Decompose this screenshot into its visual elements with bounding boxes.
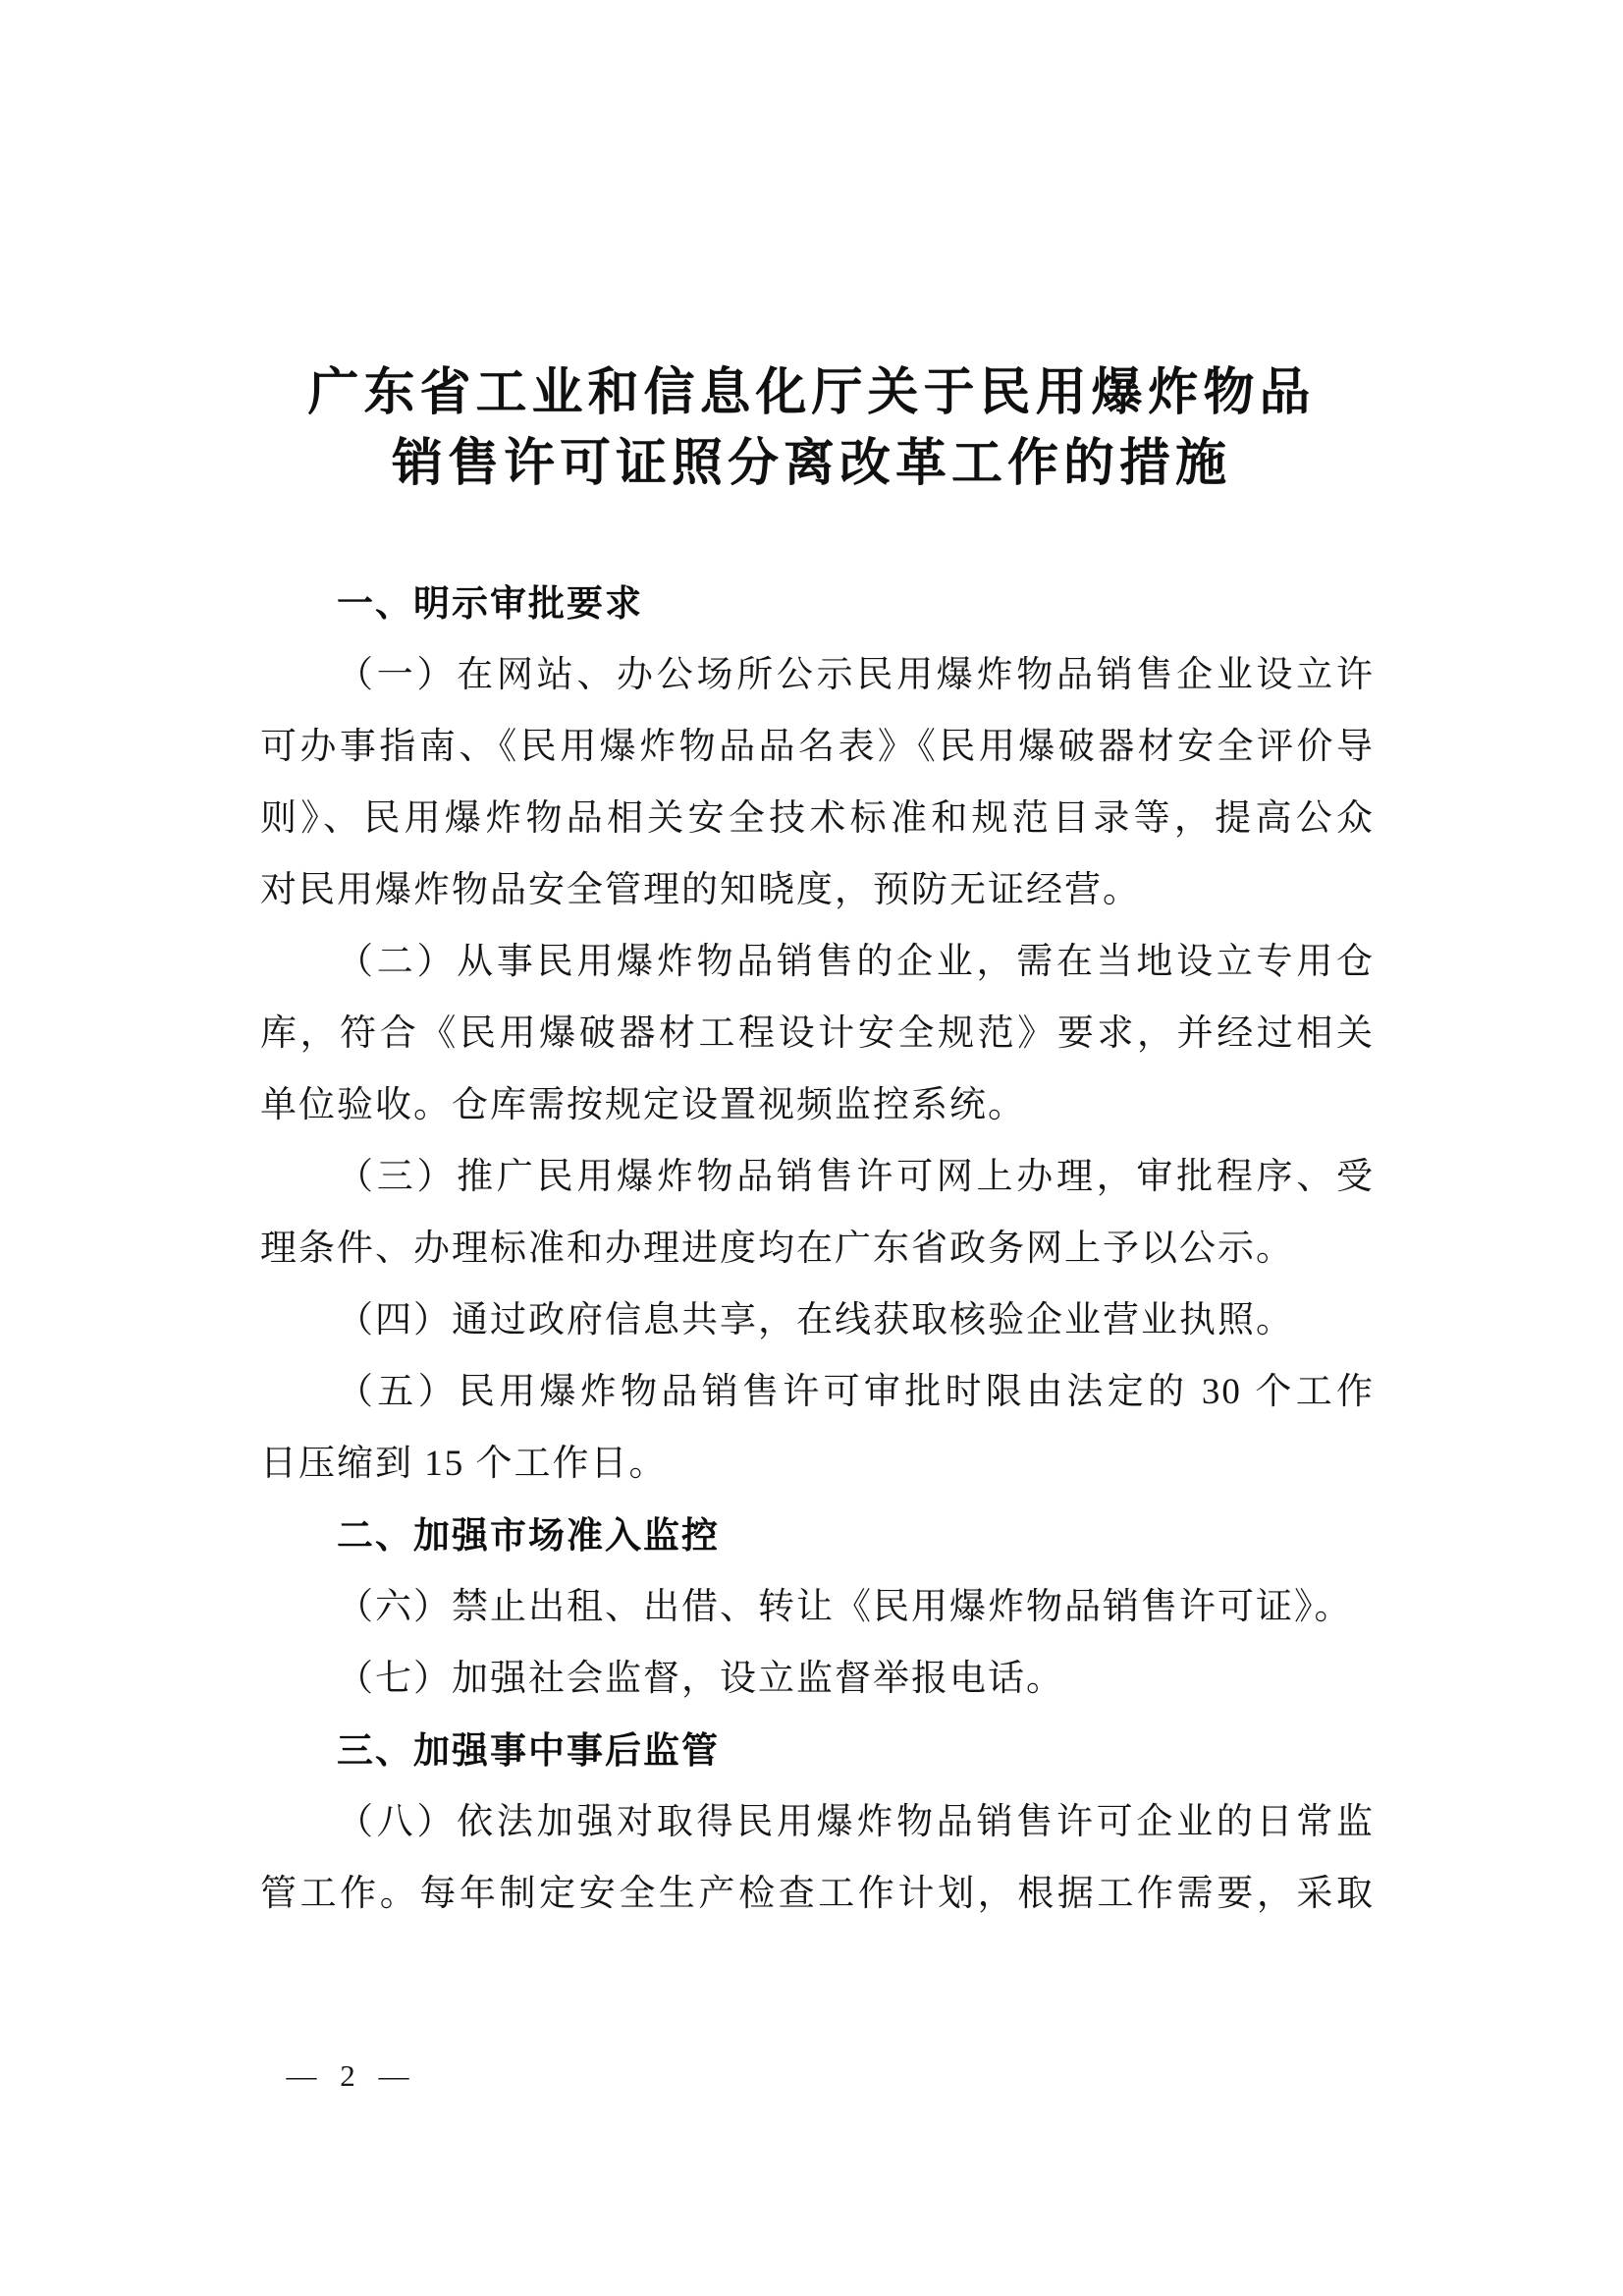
doc-title-line-1: 广东省工业和信息化厅关于民用爆炸物品 [307, 364, 1316, 421]
doc-text-line: 对民用爆炸物品安全管理的知晓度，预防无证经营。 [260, 870, 1141, 910]
doc-text-line: 则》、民用爆炸物品相关安全技术标准和规范目录等，提高公众 [260, 798, 1375, 839]
doc-section-heading: 三、加强事中事后监管 [337, 1730, 720, 1771]
doc-text-line: （三）推广民用爆炸物品销售许可网上办理，审批程序、受 [337, 1157, 1375, 1197]
doc-text-line: 单位验收。仓库需按规定设置视频监控系统。 [260, 1085, 1026, 1125]
doc-text-line: 库，符合《民用爆破器材工程设计安全规范》要求，并经过相关 [260, 1013, 1375, 1054]
page-number: — 2 — [286, 2058, 417, 2093]
doc-text-line: 日压缩到 15 个工作日。 [260, 1444, 668, 1484]
doc-title [0, 0, 1623, 499]
doc-text-line: （八）依法加强对取得民用爆炸物品销售许可企业的日常监 [337, 1802, 1375, 1842]
doc-text-line: 可办事指南、《民用爆炸物品品名表》《民用爆破器材安全评价导 [260, 727, 1375, 767]
doc-text-line: （一）在网站、办公场所公示民用爆炸物品销售企业设立许 [337, 655, 1375, 695]
doc-text-line: （四）通过政府信息共享，在线获取核验企业营业执照。 [337, 1300, 1294, 1340]
doc-section-heading: 一、明示审批要求 [337, 583, 643, 624]
doc-text-line: （五）民用爆炸物品销售许可审批时限由法定的 30 个工作 [337, 1372, 1375, 1412]
doc-body [260, 568, 1375, 1930]
doc-text-line: （六）禁止出租、出借、转让《民用爆炸物品销售许可证》。 [337, 1587, 1353, 1627]
doc-text-line: 管工作。每年制定安全生产检查工作计划，根据工作需要，采取 [260, 1874, 1375, 1914]
doc-section-heading: 二、加强市场准入监控 [337, 1515, 720, 1556]
doc-text-line: 理条件、办理标准和办理进度均在广东省政务网上予以公示。 [260, 1229, 1294, 1269]
doc-title-line-2: 销售许可证照分离改革工作的措施 [391, 435, 1231, 492]
doc-text-line: （二）从事民用爆炸物品销售的企业，需在当地设立专用仓 [337, 942, 1375, 982]
doc-text-line: （七）加强社会监督，设立监督举报电话。 [337, 1659, 1064, 1699]
